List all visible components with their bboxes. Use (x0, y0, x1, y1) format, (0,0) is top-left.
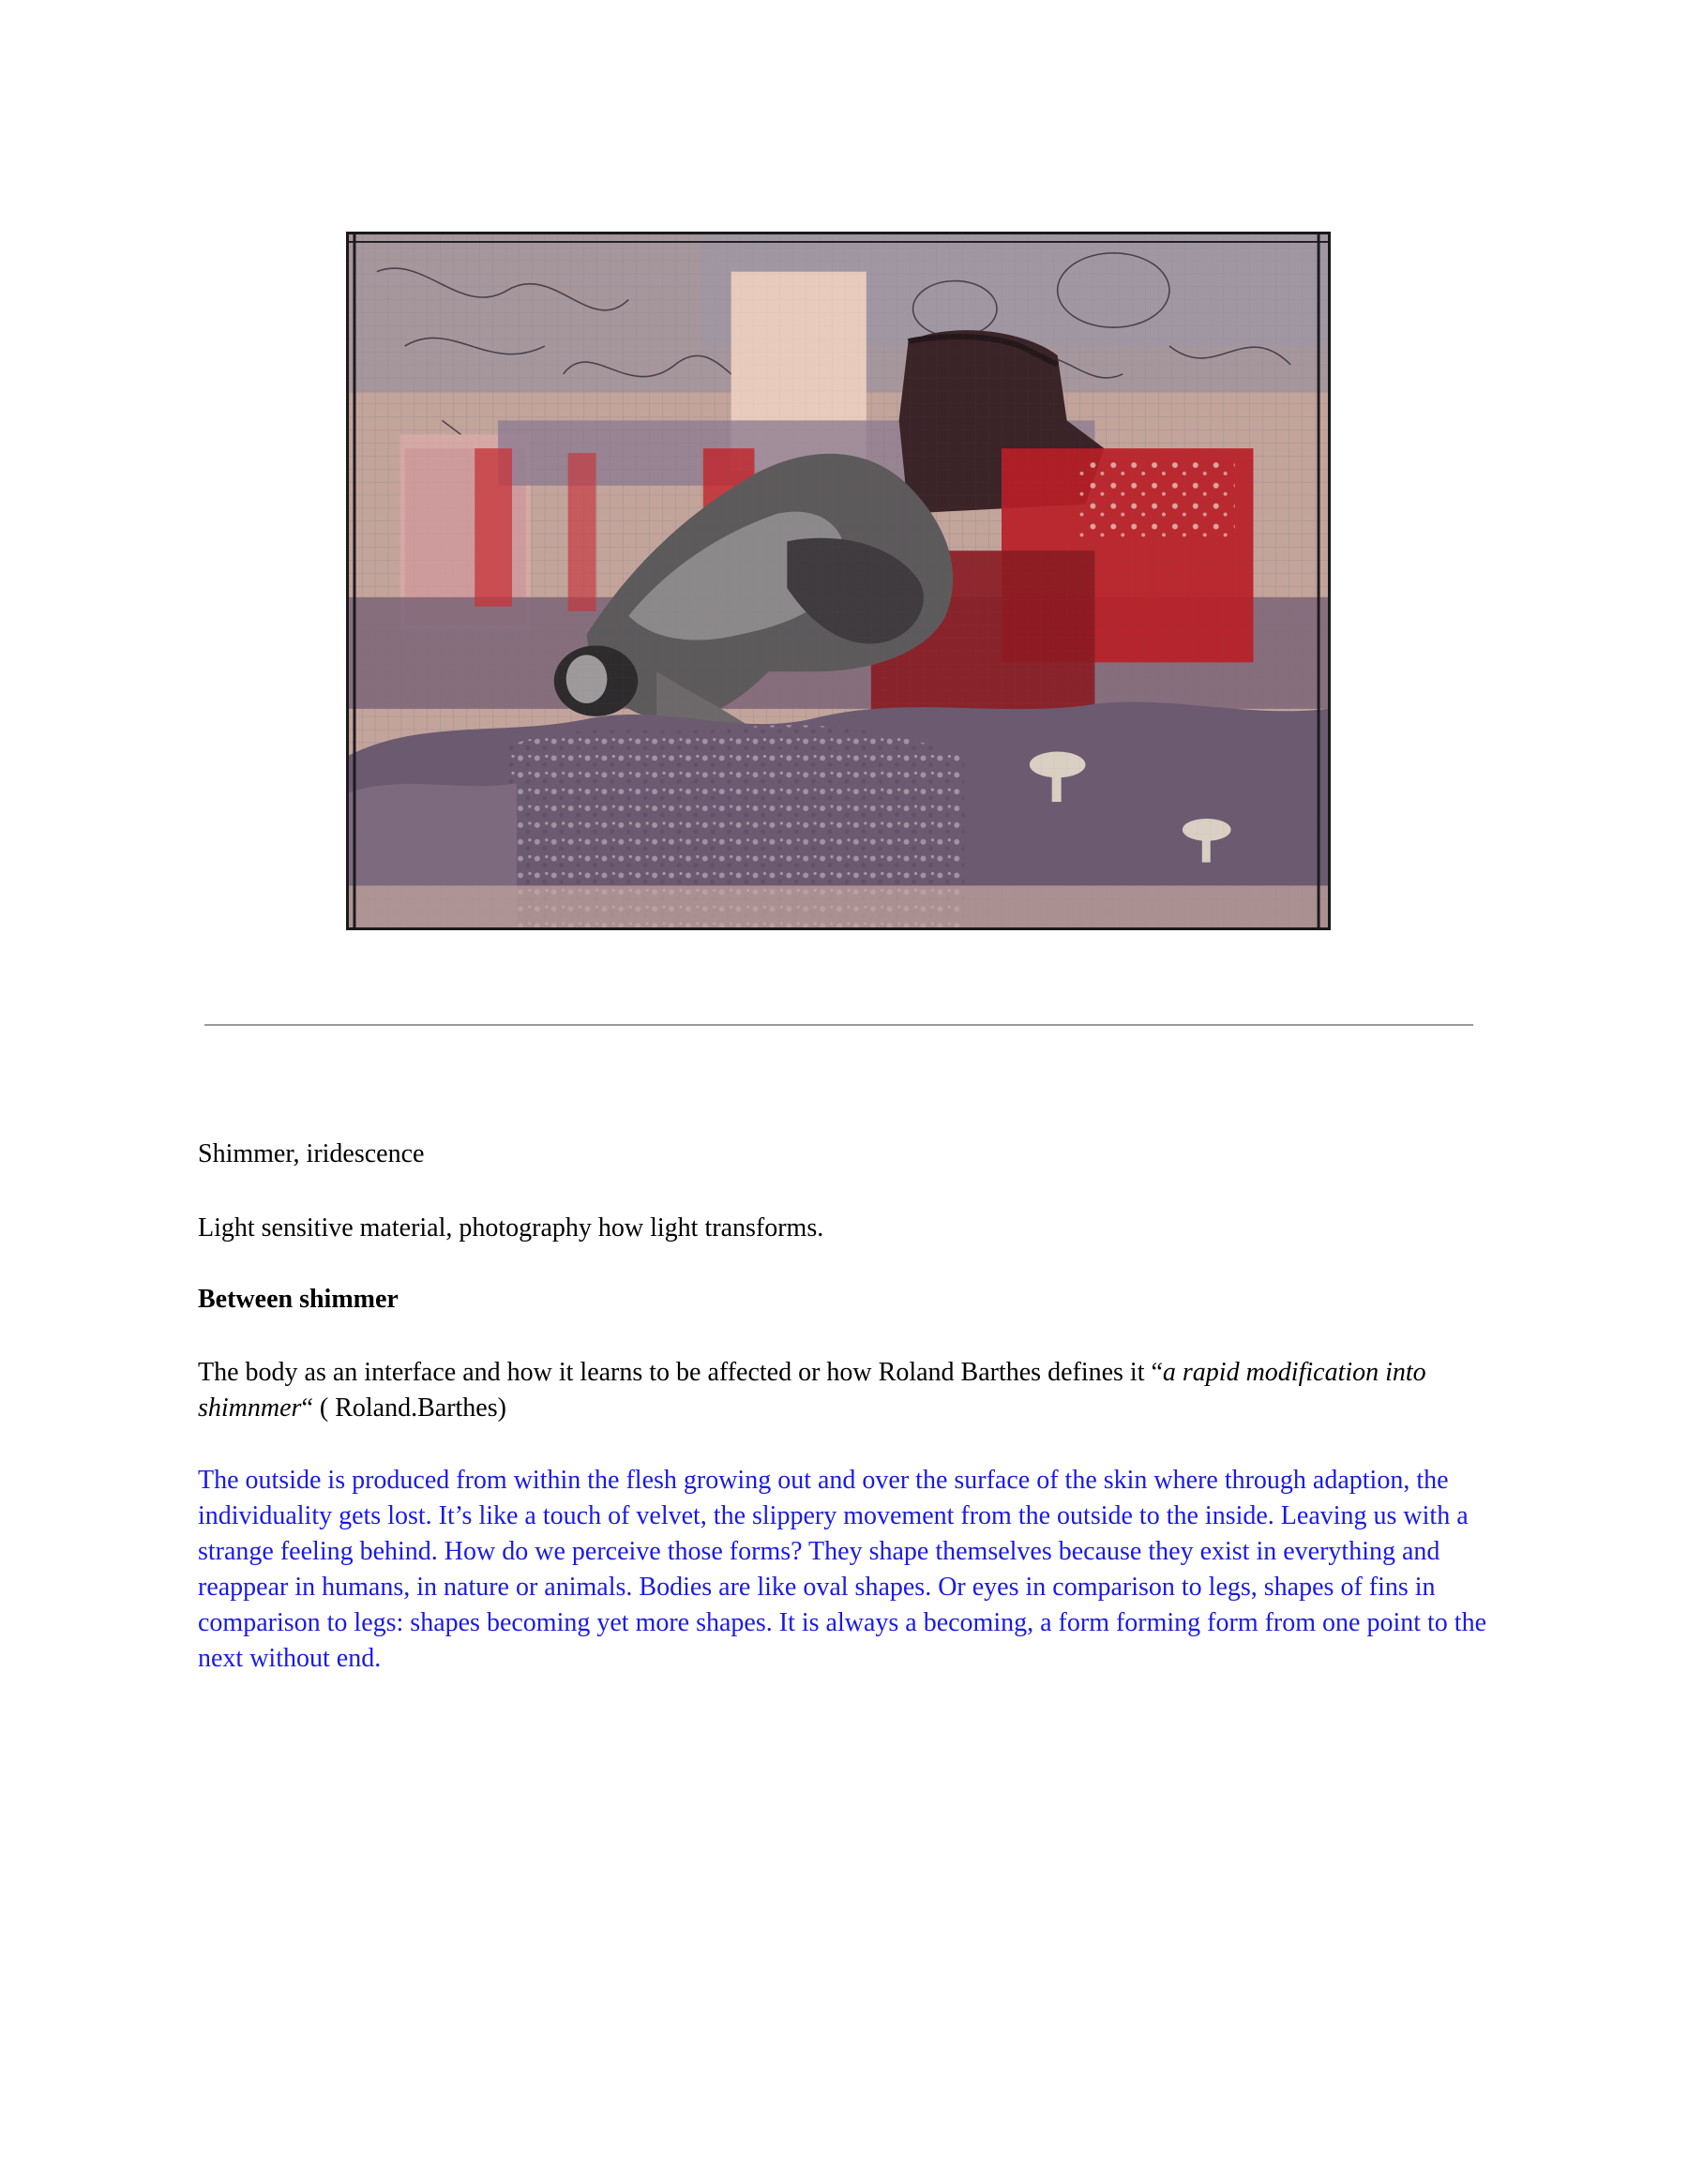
paragraph-light-sensitive: Light sensitive material, photography how light transforms. (198, 1213, 824, 1243)
horizontal-divider (204, 1024, 1473, 1026)
paragraph-shimmer: Shimmer, iridescence (198, 1139, 425, 1168)
body-text-suffix: “ ( Roland.Barthes) (301, 1393, 506, 1423)
heading-between-shimmer: Between shimmer (198, 1285, 399, 1314)
collage-image (346, 232, 1331, 930)
body-text-prefix: The body as an interface and how it learns to be affected or how Roland Barthes defines it “ (198, 1358, 1163, 1387)
barthes-quote: a rapid modification into shimnmer (198, 1358, 1426, 1423)
paragraph-outside-blue: The outside is produced from within the flesh growing out and over the surface of the skin where through adaption, the individuality gets lost. It’s like a touch of velvet, the slippery movement from the outside to the inside. Leaving us with a strange feeling behind. How do we perceive those forms? They shape themselves because they exist in everything and reappear in humans, in nature or animals. Bodies are like oval shapes. Or eyes in comparison to legs, shapes of fins in comparison to legs: shapes becoming yet more shapes. It is always a becoming, a form forming form from one point to the next without end. (198, 1466, 1487, 1673)
paragraph-body-interface (198, 1355, 1497, 1426)
